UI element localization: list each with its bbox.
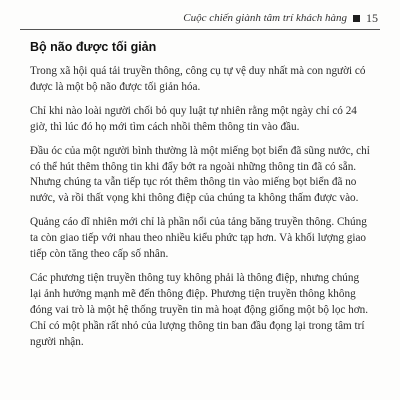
body-text xyxy=(30,64,370,359)
running-head-title: Cuộc chiến giành tâm trí khách hàng xyxy=(183,12,347,24)
paragraph-3: Đầu óc của một người bình thường là một miếng bọt biển đã sũng nước, chỉ có thể hút thêm thông tin khi đẩy bớt ra ngoài những thông tin đã có sẵn. Nhưng chúng ta vẫn tiếp tục rót thêm thông tin vào miếng bọt biển đã no nước, và rồi thất vọng khi thông điệp của chúng ta không thấm được vào. xyxy=(30,144,370,205)
page-number: 15 xyxy=(366,10,378,25)
header-rule xyxy=(20,29,380,30)
square-bullet-icon xyxy=(353,15,360,22)
running-head xyxy=(0,6,378,30)
section-heading: Bộ não được tối giản xyxy=(30,40,157,54)
paragraph-4: Quảng cáo dĩ nhiên mới chỉ là phần nổi của tảng băng truyền thông. Chúng ta còn giao tiếp với nhau theo nhiều kiểu phức tạp hơn. Và khối lượng giao tiếp còn tăng theo cấp số nhân. xyxy=(30,216,367,261)
paragraph-1: Trong xã hội quá tải truyền thông, công cụ tự vệ duy nhất mà con người có được là một bộ não được tối giản hóa. xyxy=(30,65,366,93)
paragraph-2: Chỉ khi nào loài người chối bỏ quy luật tự nhiên rằng một ngày chỉ có 24 giờ, thì lúc đó họ mới tìm cách nhồi thêm thông tin vào đầu. xyxy=(30,104,357,133)
paragraph-5: Các phương tiện truyền thông tuy không phải là thông điệp, nhưng chúng lại ảnh hưởng mạnh mẽ đến thông điệp. Phương tiện truyền thông không đóng vai trò là một hệ thống truyền tin mà hoạt động giống một bộ lọc hơn. Chỉ có một phần rất nhỏ của lượng thông tin ban đầu đọng lại trong tâm trí người nhận. xyxy=(30,271,369,348)
